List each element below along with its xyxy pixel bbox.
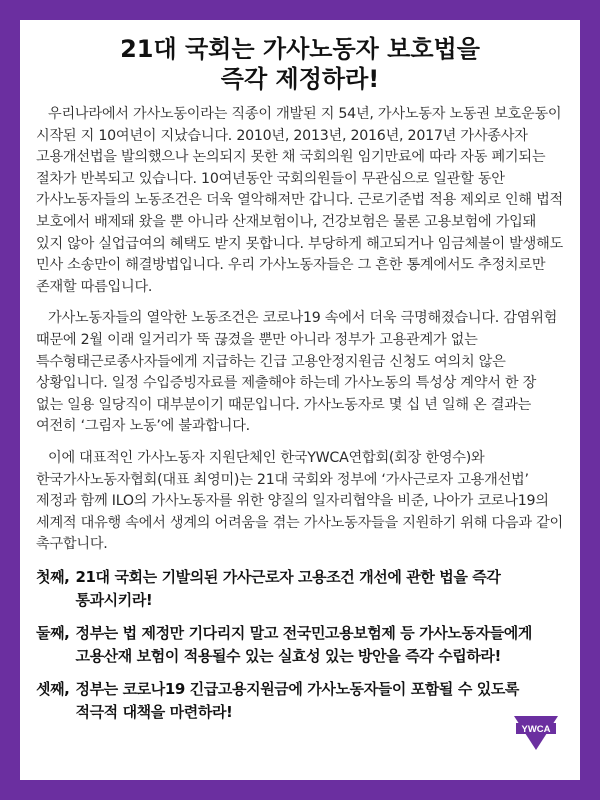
demand-label: 첫째, [36,567,70,586]
paragraph-covid-impact: 가사노동자들의 열악한 노동조건은 코로나19 속에서 더욱 극명해졌습니다. 감염위험 때문에 2월 이래 일거리가 뚝 끊겼을 뿐만 아니라 정부가 고용관계가 없는 특수형태근로종사자들에게 지급하는 긴급 고용안정지원금 신청도 여의치 않은 상황입니다. 일정 수입증빙자료를 제출해야 하는데 가사노동의 특성상 계약서 한 장 없는 일용 일당직이 대부분이기 때문입니다. 가사노동자로 몇 십 년 일해 온 결과는 여전히 ‘그림자 노동’에 불과합니다. [36,310,558,435]
demand-label: 셋째, [36,679,70,698]
demand-item [36,566,564,612]
statement-title [36,34,564,94]
demand-item [36,678,564,724]
paragraph-background: 우리나라에서 가사노동이라는 직종이 개발된 지 54년, 가사노동자 노동권 보호운동이 시작된 지 10여년이 지났습니다. 2010년, 2013년, 2016년, 2017년 가사종사자 고용개선법을 발의했으나 논의되지 못한 채 국회의원 임기만료에 따라 자동 폐기되는 절차가 반복되고 있습니다. 10여년동안 국회의원들이 무관심으로 일관할 동안 가사노동자들의 노동조건은 더욱 열악해져만 갑니다. 근로기준법 적용 제외로 인해 법적 보호에서 배제돼 왔을 뿐 아니라 산재보험이나, 건강보험은 물론 고용보험에 가입돼 있지 않아 실업급여의 혜택도 받지 못합니다. 부당하게 해고되거나 임금체불이 발생해도 민사 소송만이 해결방법입니다. 우리 가사노동자들은 그 흔한 통계에서도 추정치로만 존재할 따름입니다. [36,106,563,295]
demand-text: 정부는 법 제정만 기다리지 말고 전국민고용보험제 등 가사노동자들에게 고용산재 보험이 적용될수 있는 실효성 있는 방안을 즉각 수립하라! [75,623,532,665]
statement-document [20,20,580,780]
title-line-1: 21대 국회는 가사노동자 보호법을 [120,35,480,63]
demands-list [36,566,564,724]
demand-item [36,622,564,668]
paragraph-call-to-action: 이에 대표적인 가사노동자 지원단체인 한국YWCA연합회(회장 한영수)와 한국가사노동자협회(대표 최영미)는 21대 국회와 정부에 ‘가사근로자 고용개선법’ 제정과 함께 ILO의 가사노동자를 위한 양질의 일자리협약을 비준, 나아가 코로나19의 세계적 대유행 속에서 생계의 어려움을 겪는 가사노동자들을 지원하기 위해 다음과 같이 촉구합니다. [36,449,563,553]
ywca-logo [512,712,560,752]
title-line-2: 즉각 제정하라! [220,65,380,93]
demand-text: 정부는 코로나19 긴급고용지원금에 가사노동자들이 포함될 수 있도록 적극적 대책을 마련하라! [75,679,520,721]
demand-label: 둘째, [36,623,70,642]
demand-text: 21대 국회는 기발의된 가사근로자 고용조건 개선에 관한 법을 즉각 통과시키라! [75,567,501,609]
logo-text: YWCA [521,724,551,735]
